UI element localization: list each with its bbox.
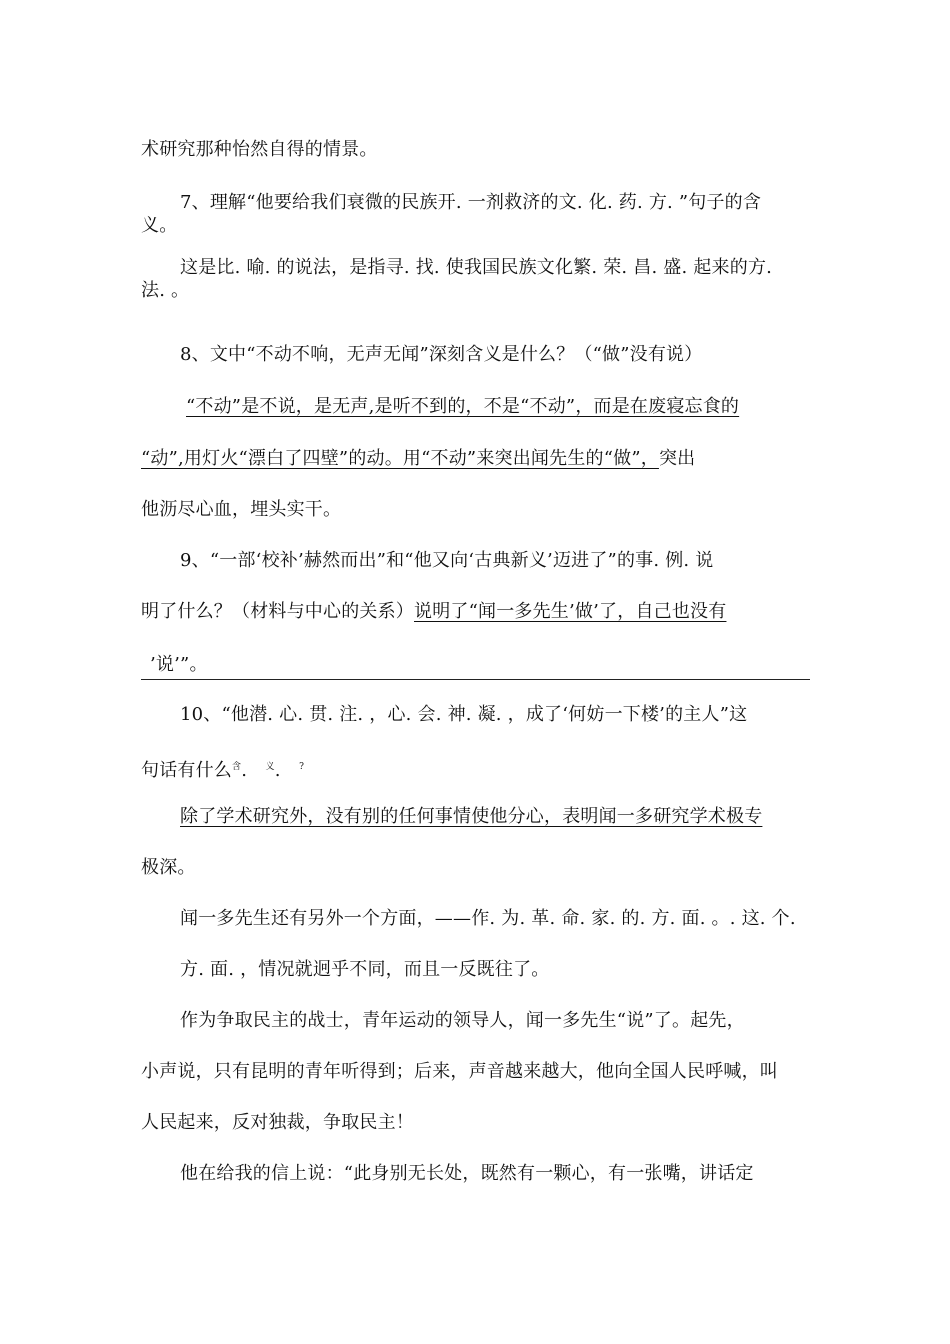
answer-8-plain-part: 突出 (658, 448, 696, 469)
question-10-line (141, 755, 304, 783)
question-9-line: 9、“一部‘校补’赫然而出”和“他又向‘古典新义’迈进了”的事. 例. 说 (180, 550, 714, 571)
answer-9-underlined-part: 说明了“闻一多先生’做’了，自己也没有 (414, 601, 727, 622)
question-mark: ? (299, 762, 305, 772)
text-line: 义。 (141, 215, 178, 236)
dotted-character: 含 (232, 762, 242, 772)
question-9-line (141, 600, 726, 624)
paragraph-line: 他在给我的信上说：“此身别无长处，既然有一颗心，有一张嘴，讲话定 (180, 1163, 754, 1184)
answer-8-line (141, 447, 695, 471)
paragraph-line: 作为争取民主的战士，青年运动的领导人，闻一多先生“说”了。起先， (180, 1010, 745, 1031)
text-line: 法. 。 (141, 280, 190, 301)
answer-8-underlined-part: “动”,用灯火“漂白了四壁”的动。用“不动”来突出闻先生的“做”， (141, 448, 659, 469)
answer-7-line: 这是比. 喻. 的说法，是指寻. 找. 使我国民族文化繁. 荣. 昌. 盛. 起来的方. (180, 257, 773, 278)
emphasis-dot: . (241, 760, 248, 781)
text-line: 他沥尽心血，埋头实干。 (141, 499, 342, 520)
text-line: 术研究那种怡然自得的情景。 (141, 139, 378, 160)
question-10-part: 句话有什么 (141, 760, 232, 781)
question-10-line: 10、“他潜. 心. 贯. 注. ，心. 会. 神. 凝. ，成了‘何妨一下楼’的主人”这 (180, 704, 748, 725)
text-line: 极深。 (141, 857, 196, 878)
paragraph-line: 小声说，只有昆明的青年听得到；后来，声音越来越大，他向全国人民呼喊，叫 (141, 1061, 778, 1082)
question-7-line: 7、理解“他要给我们衰微的民族开. 一剂救济的文. 化. 药. 方. ”句子的含 (180, 192, 762, 213)
question-8-line: 8、文中“不动不响，无声无闻”深刻含义是什么？（“做”没有说） (180, 344, 703, 365)
answer-9-line: ’说’”。 (150, 654, 208, 675)
paragraph-line: 方. 面. ，情况就迥乎不同，而且一反既往了。 (180, 959, 550, 980)
emphasis-dot: . (274, 760, 281, 781)
answer-10-underlined-line: 除了学术研究外，没有别的任何事情使他分心，表明闻一多研究学术极专 (180, 806, 763, 827)
answer-8-underlined-line: “不动”是不说，是无声,是听不到的，不是“不动”，而是在废寝忘食的 (186, 396, 740, 417)
paragraph-line: 人民起来，反对独裁，争取民主！ (141, 1112, 414, 1133)
dotted-character: 义 (265, 762, 275, 772)
answer-underline-rule (141, 679, 810, 680)
paragraph-line: 闻一多先生还有另外一个方面，——作. 为. 革. 命. 家. 的. 方. 面. 。. 这. 个. (180, 908, 796, 929)
question-9-plain-part: 明了什么？（材料与中心的关系） (141, 601, 414, 622)
